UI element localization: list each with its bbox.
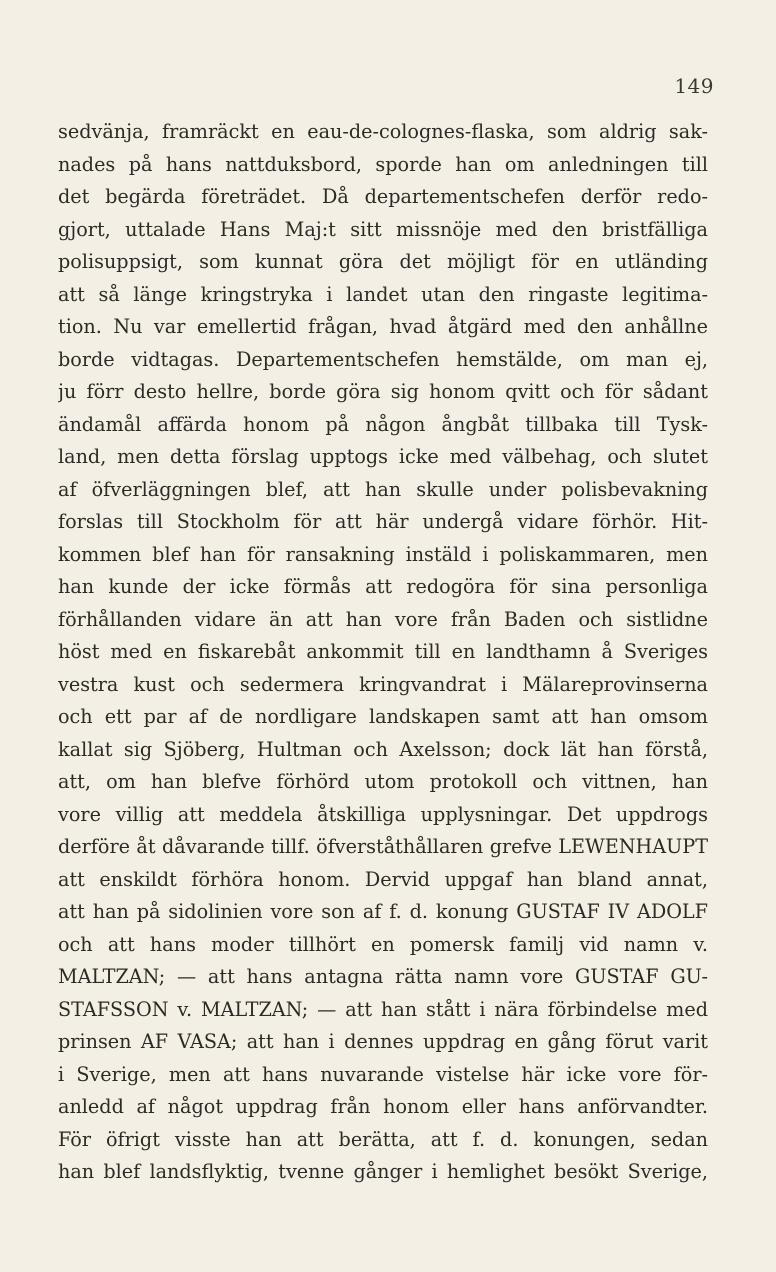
text-line: gjort, uttalade Hans Maj:t sitt missnöje med den bristfälliga <box>58 217 708 241</box>
text-line: kallat sig Sjöberg, Hultman och Axelsson; dock lät han förstå, <box>58 737 708 761</box>
body-text <box>58 116 708 1189</box>
text-line: anledd af något uppdrag från honom eller hans anförvandter. <box>58 1095 708 1118</box>
text-line: det begärda företrädet. Då departementschefen derför redo- <box>58 185 708 208</box>
text-line: forslas till Stockholm för att här undergå vidare förhör. Hit- <box>58 510 708 533</box>
text-line: han kunde der icke förmås att redogöra för sina personliga <box>58 575 708 598</box>
text-line: att enskildt förhöra honom. Dervid uppgaf han bland annat, <box>58 867 708 891</box>
text-line: polisuppsigt, som kunnat göra det möjligt för en utländing <box>58 250 708 273</box>
text-line: För öfrigt visste han att berätta, att f. d. konungen, sedan <box>58 1127 708 1151</box>
text-line: och ett par af de nordligare landskapen samt att han omsom <box>58 705 708 728</box>
text-line: förhållanden vidare än att han vore från Baden och sistlidne <box>58 607 708 631</box>
text-line: ju förr desto hellre, borde göra sig honom qvitt och för sådant <box>58 380 708 403</box>
text-line: MALTZAN; — att hans antagna rätta namn vore GUSTAF GU- <box>58 965 708 988</box>
text-line: tion. Nu var emellertid frågan, hvad åtgärd med den anhållne <box>58 315 708 338</box>
text-line: han blef landsflyktig, tvenne gånger i hemlighet besökt Sverige, <box>58 1160 708 1183</box>
text-line: STAFSSON v. MALTZAN; — att han stått i nära förbindelse med <box>58 997 708 1021</box>
text-line: kommen blef han för ransakning instäld i poliskammaren, men <box>58 542 708 566</box>
text-line: land, men detta förslag upptogs icke med välbehag, och slutet <box>58 445 708 468</box>
text-line: att han på sidolinien vore son af f. d. konung GUSTAF IV ADOLF <box>58 900 708 923</box>
page-number: 149 <box>674 74 714 98</box>
text-line: i Sverige, men att hans nuvarande vistelse här icke vore för- <box>58 1062 708 1086</box>
text-line: att så länge kringstryka i landet utan den ringaste legitima- <box>58 282 708 306</box>
text-line: prinsen AF VASA; att han i dennes uppdrag en gång förut varit <box>58 1030 708 1053</box>
text-line: höst med en fiskarebåt ankommit till en landthamn å Sveriges <box>58 640 708 663</box>
text-line: sedvänja, framräckt en eau-de-colognes-flaska, som aldrig sak- <box>58 120 708 143</box>
text-line: ändamål affärda honom på någon ångbåt tillbaka till Tysk- <box>58 412 708 436</box>
text-line: vore villig att meddela åtskilliga upplysningar. Det uppdrogs <box>58 802 708 826</box>
text-line: att, om han blefve förhörd utom protokoll och vittnen, han <box>58 770 708 793</box>
text-line: derföre åt dåvarande tillf. öfverståthållaren grefve LEWENHAUPT <box>58 835 708 858</box>
text-line: vestra kust och sedermera kringvandrat i Mälareprovinserna <box>58 672 708 696</box>
text-line: af öfverläggningen blef, att han skulle under polisbevakning <box>58 477 708 501</box>
text-line: borde vidtagas. Departementschefen hemstälde, om man ej, <box>58 347 708 371</box>
text-line: och att hans moder tillhört en pomersk familj vid namn v. <box>58 932 708 956</box>
text-line: nades på hans nattduksbord, sporde han om anledningen till <box>58 152 708 176</box>
